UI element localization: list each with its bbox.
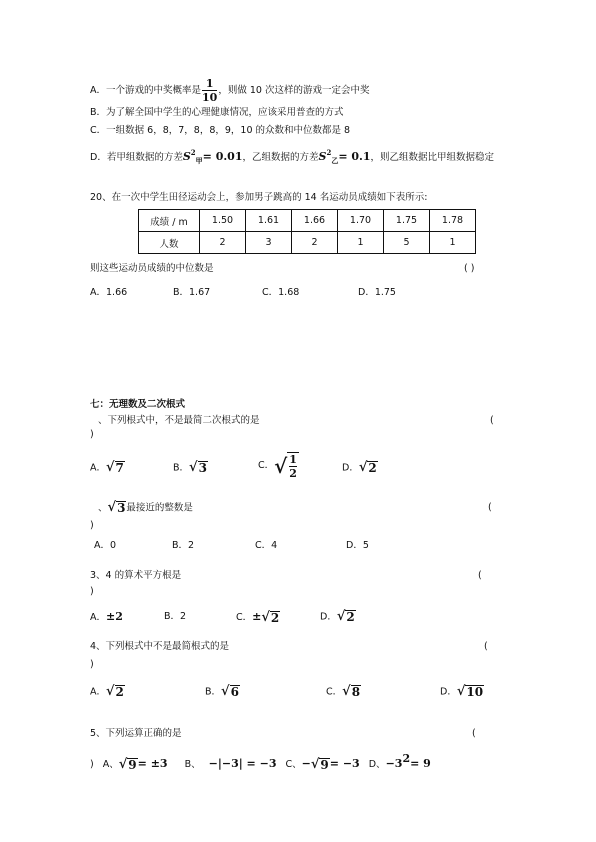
table-row — [139, 210, 476, 232]
sqrt-radicand: 3 — [198, 461, 207, 475]
table-cell: 1.70 — [338, 210, 384, 232]
sqrt-icon: √ 6 — [221, 684, 239, 699]
variance-subscript: 甲 — [195, 156, 203, 165]
s7-q4-option-d — [440, 685, 484, 700]
sqrt-radicand: 8 — [351, 685, 361, 699]
option-label: C． — [236, 612, 253, 623]
table-cell: 2 — [200, 232, 246, 254]
s7-q1-option-a — [90, 461, 125, 476]
option-label: A． — [90, 686, 106, 698]
q19-option-d — [90, 146, 494, 168]
s7-q3-stem: 3、4 的算术平方根是 — [90, 570, 182, 581]
s7-q1-bracket-open: ( — [490, 415, 494, 426]
power-base: −3 — [385, 757, 403, 770]
s7-q3-bracket-close: ) — [90, 586, 94, 597]
variance-exponent: 2 — [190, 148, 196, 157]
s7-q2-option-c: C．4 — [255, 540, 278, 551]
option-label: D． — [320, 611, 337, 623]
s7-q2-option-d: D．5 — [346, 540, 369, 551]
s7-q2-option-b: B．2 — [172, 540, 195, 551]
option-label: D． — [342, 462, 359, 474]
s7-q4-option-b — [205, 685, 240, 700]
s7-q1-option-c — [258, 452, 299, 480]
variance-symbol: S — [318, 150, 327, 163]
sqrt-radicand: 3 — [117, 501, 126, 515]
q19-option-d-middle: ，乙组数据的方差 — [242, 152, 319, 163]
s7-q3-option-d — [320, 610, 356, 625]
option-label: C． — [258, 460, 275, 471]
q20-option-c: C．1.68 — [262, 287, 300, 298]
plus-minus-sign: ± — [252, 610, 262, 623]
sqrt-icon: √ 3 — [189, 460, 207, 475]
s7-q2-stem — [98, 501, 193, 516]
option-label: B． — [205, 686, 222, 698]
q19-option-c: C．一组数据 6，8，7，8，8，9，10 的众数和中位数都是 8 — [90, 125, 351, 136]
s7-q5-options-line — [90, 752, 431, 772]
option-label: D． — [440, 686, 457, 698]
sqrt-radicand: 9 — [128, 757, 137, 772]
sqrt-icon: √ 3 — [107, 500, 126, 515]
sqrt-fraction — [289, 454, 297, 479]
table-row — [139, 232, 476, 254]
s7-q1-bracket-close: ) — [90, 429, 94, 440]
option-label: B． — [173, 462, 190, 474]
sqrt-icon: √ 8 — [342, 684, 361, 699]
q19-option-d-prefix: D．若甲组数据的方差 — [90, 152, 183, 163]
sqrt-radicand: 7 — [115, 461, 124, 475]
q19-option-d-suffix: ，则乙组数据比甲组数据稳定 — [370, 152, 495, 163]
sqrt-icon: √ 2 — [336, 609, 355, 624]
sqrt-radicand: 9 — [320, 757, 329, 772]
table-cell: 2 — [292, 232, 338, 254]
option-c-rhs: = −3 — [329, 757, 360, 770]
stem-prefix: 、 — [98, 502, 108, 514]
option-label: A． — [90, 612, 106, 623]
option-b-expression: −|−3| = −3 — [208, 757, 277, 770]
s7-q2-bracket-open: ( — [488, 502, 492, 513]
sqrt-icon: √ 10 — [456, 684, 484, 699]
q20-stem: 20、在一次中学生田径运动会上，参加男子跳高的 14 名运动员成绩如下表所示: — [90, 192, 428, 203]
table-cell: 1.75 — [384, 210, 430, 232]
q20-option-b: B．1.67 — [173, 287, 211, 298]
table-header-label: 成绩 / m — [139, 210, 200, 232]
q19-option-a — [90, 78, 369, 103]
s7-q3-option-b: B．2 — [164, 611, 187, 622]
s7-q5-stem: 5、下列运算正确的是 — [90, 728, 182, 739]
table-row-label: 人数 — [139, 232, 200, 254]
stem-suffix: 最接近的整数是 — [126, 502, 193, 514]
option-label: D、 — [368, 759, 386, 770]
variance-value: = 0.1 — [338, 150, 371, 163]
variance-value: = 0.01 — [202, 150, 243, 163]
s7-q2-option-a: A．0 — [94, 540, 117, 551]
table-cell: 1.78 — [430, 210, 476, 232]
sqrt-icon: √ 2 — [261, 609, 280, 625]
fraction-numerator: 1 — [205, 77, 214, 90]
table-cell: 1.50 — [200, 210, 246, 232]
option-label: C、 — [285, 759, 302, 770]
variance-symbol: S — [182, 150, 191, 163]
power-exponent: 2 — [402, 752, 411, 765]
sqrt-icon: √ 9 — [310, 756, 329, 772]
s7-q3-bracket-open: ( — [478, 570, 482, 581]
fraction-numerator: 1 — [289, 453, 297, 466]
sqrt-radicand: 2 — [115, 685, 124, 699]
option-label: C． — [326, 686, 343, 698]
s7-q4-stem: 4、下列根式中不是最简根式的是 — [90, 641, 230, 652]
sqrt-radicand: 6 — [230, 685, 239, 699]
s7-q5-bracket-close: ) — [90, 759, 94, 770]
s7-q4-bracket-open: ( — [484, 641, 488, 652]
sqrt-radicand: 2 — [368, 461, 377, 475]
option-label: A． — [90, 462, 106, 474]
table-cell: 1.61 — [246, 210, 292, 232]
option-label: A、 — [102, 759, 119, 770]
s7-q1-stem: 、下列根式中，不是最简二次根式的是 — [98, 415, 260, 426]
option-value: ±2 — [106, 610, 123, 623]
q19-option-b: B．为了解全国中学生的心理健康情况，应该采用普查的方式 — [90, 107, 344, 118]
sqrt-radicand: 2 — [270, 610, 280, 625]
fraction-denominator: 10 — [202, 91, 218, 104]
q20-question: 则这些运动员成绩的中位数是 — [90, 263, 214, 274]
sqrt-icon: √ 9 — [118, 756, 137, 772]
table-cell: 5 — [384, 232, 430, 254]
option-a-rhs: = ±3 — [137, 757, 168, 770]
s7-q1-option-d — [342, 461, 378, 476]
section-title: 七：无理数及二次根式 — [90, 399, 186, 410]
s7-q4-option-c — [326, 685, 361, 700]
q19-option-a-suffix: ，则做 10 次这样的游戏一定会中奖 — [218, 85, 370, 96]
s7-q4-bracket-close: ) — [90, 659, 94, 670]
table-cell: 1.66 — [292, 210, 338, 232]
option-d-rhs: = 9 — [410, 757, 431, 770]
option-label: B、 — [184, 759, 201, 770]
sqrt-icon: √ $\frac{1}{2}$ — [274, 453, 297, 480]
minus-sign: − — [301, 757, 311, 770]
q20-option-a: A．1.66 — [90, 287, 128, 298]
table-cell: 3 — [246, 232, 292, 254]
s7-q5-bracket-open: ( — [472, 728, 476, 739]
s7-q3-option-c — [236, 610, 280, 625]
q20-score-table — [138, 209, 476, 254]
variance-exponent: 2 — [326, 148, 332, 157]
table-cell: 1 — [430, 232, 476, 254]
sqrt-icon: √ 7 — [106, 460, 124, 475]
variance-jia — [183, 150, 243, 163]
variance-yi — [319, 150, 371, 163]
sqrt-icon: √ 2 — [358, 460, 377, 475]
q19-option-a-fraction — [202, 78, 217, 103]
q19-option-a-prefix: A．一个游戏的中奖概率是 — [90, 85, 201, 96]
sqrt-icon: √ 2 — [106, 684, 124, 699]
q20-answer-bracket: ( ) — [464, 263, 475, 274]
s7-q3-option-a — [90, 610, 123, 625]
q20-option-d: D．1.75 — [358, 287, 396, 298]
variance-subscript: 乙 — [331, 156, 339, 165]
fraction-denominator: 2 — [289, 467, 297, 480]
s7-q2-bracket-close: ) — [90, 520, 94, 531]
table-cell: 1 — [338, 232, 384, 254]
sqrt-radicand: 10 — [466, 685, 484, 699]
s7-q4-option-a — [90, 685, 125, 700]
s7-q1-option-b — [173, 461, 208, 476]
sqrt-radicand: 2 — [346, 610, 355, 624]
